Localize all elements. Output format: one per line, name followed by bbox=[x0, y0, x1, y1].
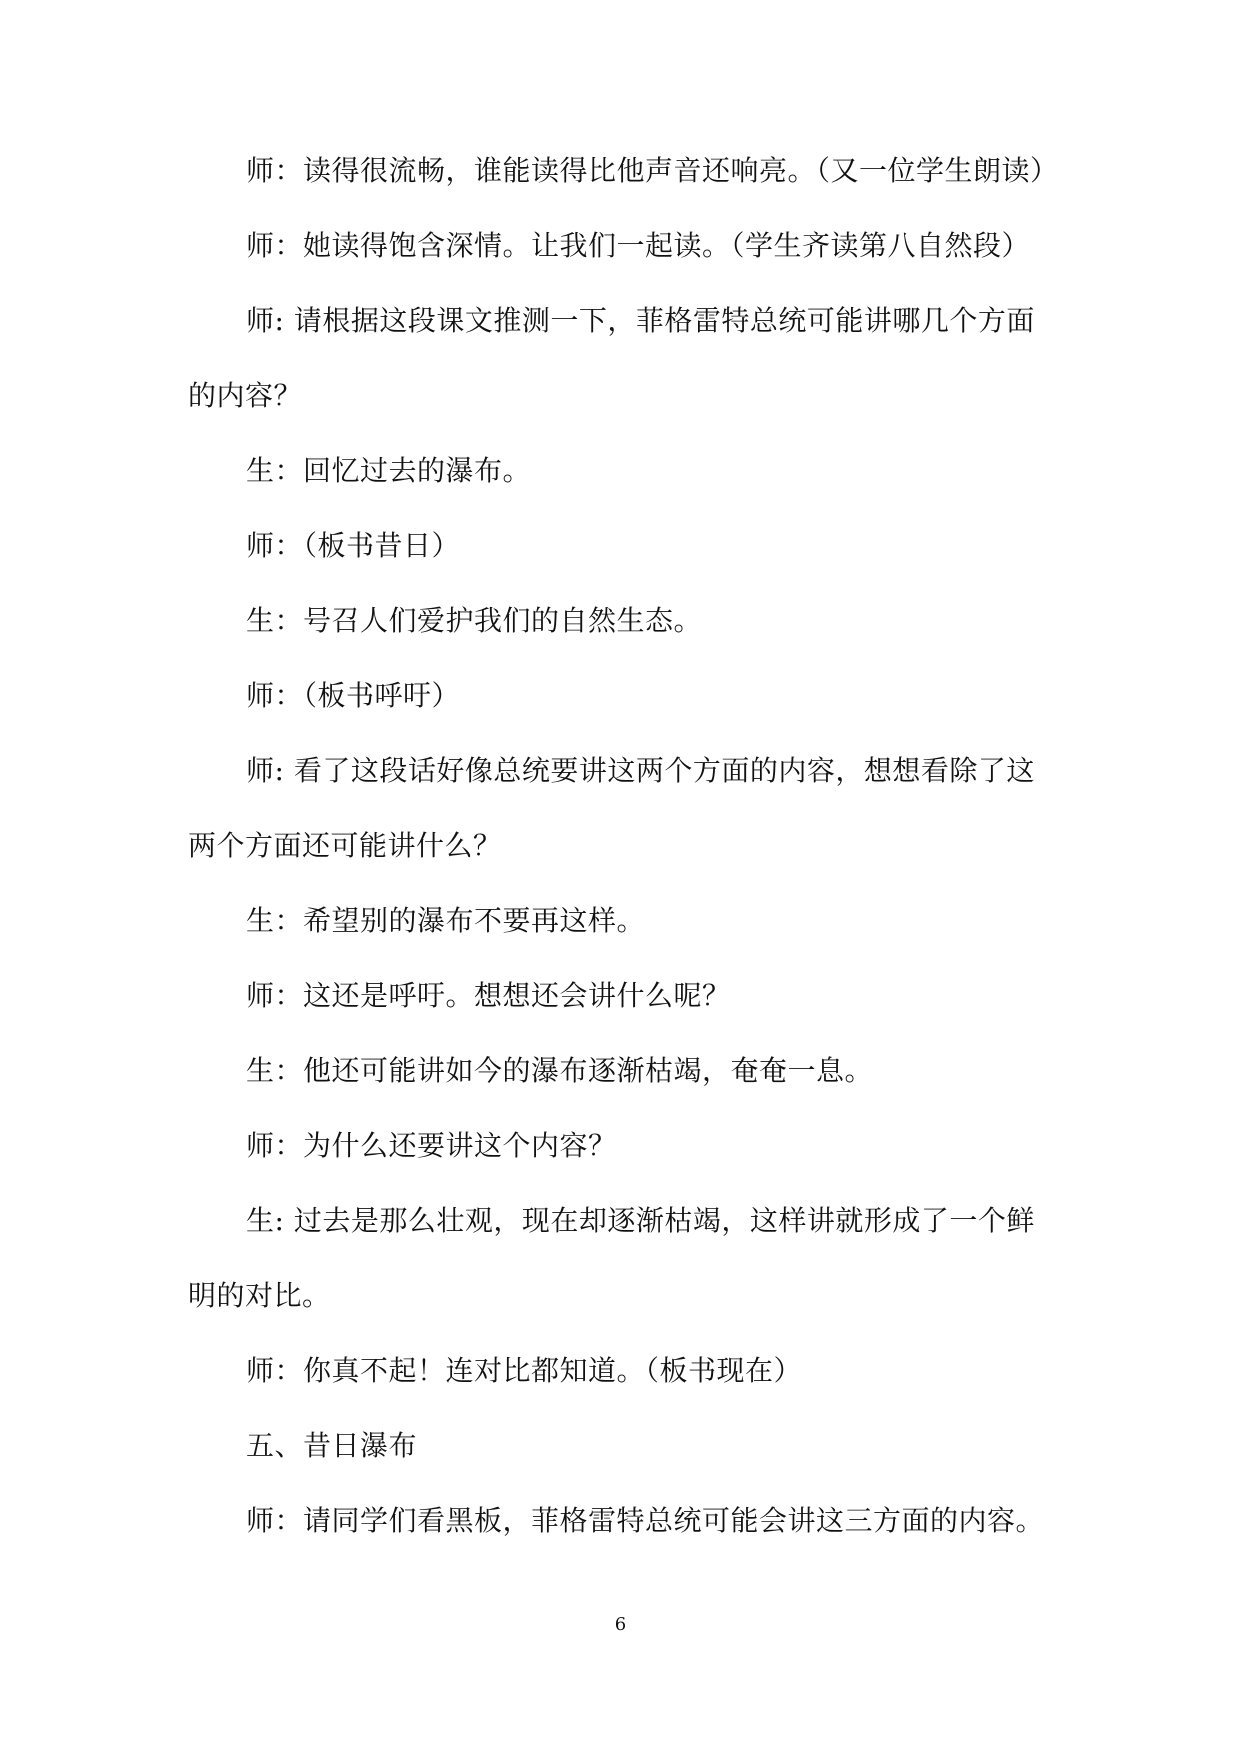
paragraph: 生：号召人们爱护我们的自然生态。 bbox=[246, 604, 703, 637]
paragraph: 师：这还是呼吁。想想还会讲什么呢？ bbox=[246, 979, 731, 1012]
paragraph: 师：你真不起！连对比都知道。（板书现在） bbox=[246, 1354, 803, 1387]
paragraph: 师：为什么还要讲这个内容？ bbox=[246, 1129, 617, 1162]
paragraph: 师: 请根据这段课文推测一下，菲格雷特总统可能讲哪几个方面的内容？ bbox=[188, 304, 1035, 412]
paragraph: 生：他还可能讲如今的瀑布逐渐枯竭，奄奄一息。 bbox=[246, 1054, 874, 1087]
paragraph: 生：希望别的瀑布不要再这样。 bbox=[246, 904, 646, 937]
paragraph: 师：（板书呼吁） bbox=[246, 679, 461, 712]
paragraph: 师：请同学们看黑板，菲格雷特总统可能会讲这三方面的内容。 bbox=[246, 1504, 1045, 1537]
page-number: 6 bbox=[614, 1614, 627, 1635]
paragraph: 师: 看了这段话好像总统要讲这两个方面的内容，想想看除了这两个方面还可能讲什么？ bbox=[188, 754, 1035, 862]
paragraph: 师：读得很流畅，谁能读得比他声音还响亮。（又一位学生朗读） bbox=[246, 154, 1059, 187]
paragraph: 师：她读得饱含深情。让我们一起读。（学生齐读第八自然段） bbox=[246, 229, 1031, 262]
paragraph: 生: 过去是那么壮观，现在却逐渐枯竭，这样讲就形成了一个鲜明的对比。 bbox=[188, 1204, 1035, 1312]
paragraph: 师：（板书昔日） bbox=[246, 529, 461, 562]
section-heading: 五、昔日瀑布 bbox=[246, 1429, 418, 1462]
paragraph: 生：回忆过去的瀑布。 bbox=[246, 454, 532, 487]
